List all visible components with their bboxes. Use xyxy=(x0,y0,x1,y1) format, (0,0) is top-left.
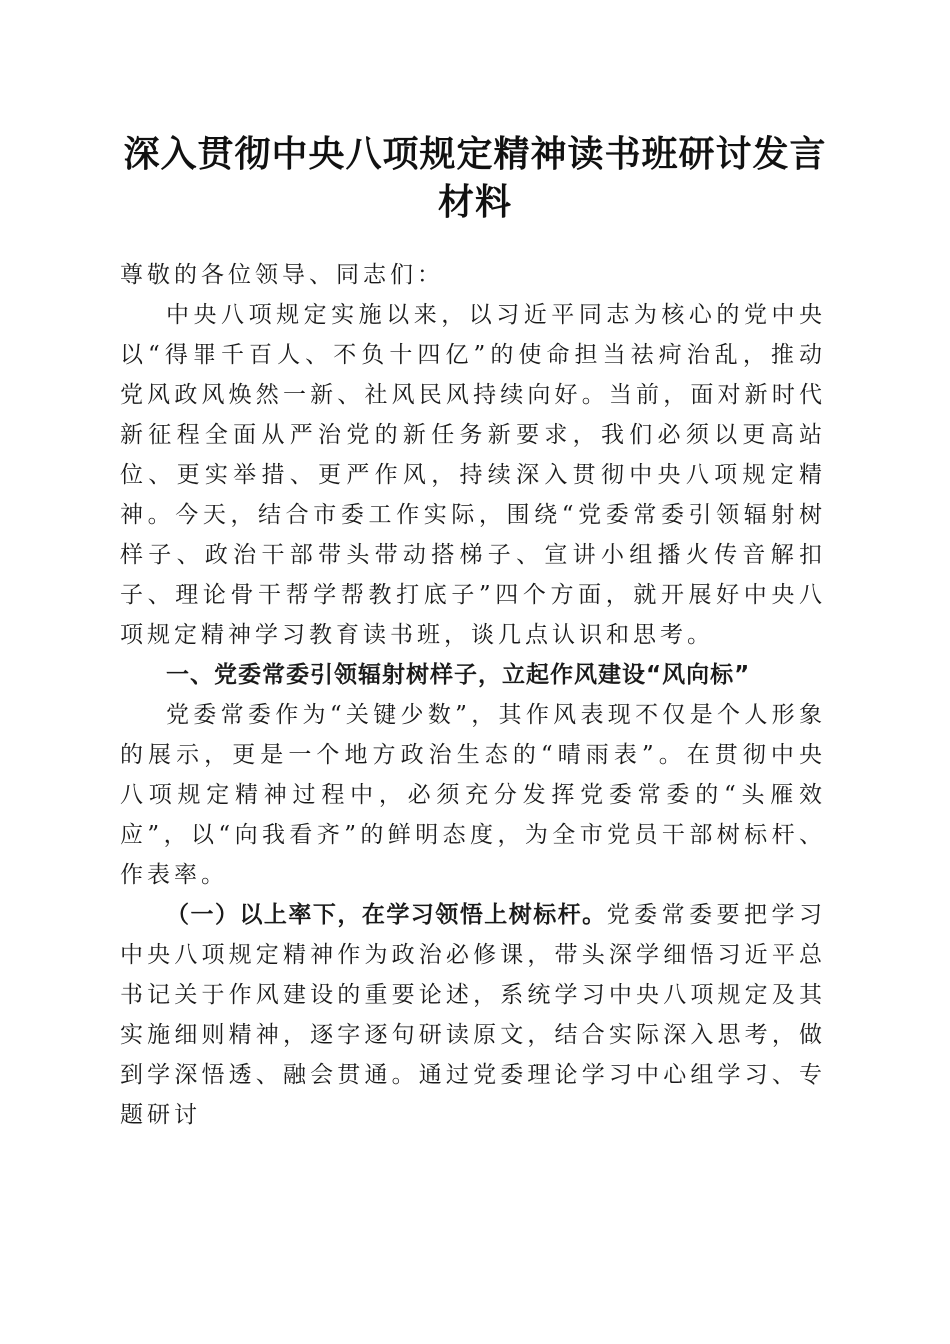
document-title: 深入贯彻中央八项规定精神读书班研讨发言材料 xyxy=(123,133,827,223)
section-1-heading: 一、党委常委引领辐射树样子，立起作风建设“风向标” xyxy=(166,662,751,688)
document-body xyxy=(120,255,826,1135)
subsection-1-heading: （一）以上率下，在学习领悟上树标杆。 xyxy=(166,902,607,928)
intro-paragraph: 中央八项规定实施以来，以习近平同志为核心的党中央以“得罪千百人、不负十四亿”的使命担当祛疴治乱，推动党风政风焕然一新、社风民风持续向好。当前，面对新时代新征程全面从严治党的新任务新要求，我们必须以更高站位、更实举措、更严作风，持续深入贯彻中央八项规定精神。今天，结合市委工作实际，围绕“党委常委引领辐射树样子、政治干部带头带动搭梯子、宣讲小组播火传音解扣子、理论骨干帮学帮教打底子”四个方面，就开展好中央八项规定精神学习教育读书班，谈几点认识和思考。 xyxy=(120,302,826,648)
subsection-1-text: 党委常委要把学习中央八项规定精神作为政治必修课，带头深学细悟习近平总书记关于作风建设的重要论述，系统学习中央八项规定及其实施细则精神，逐字逐句研读原文，结合实际深入思考，做到学深悟透、融会贯通。通过党委理论学习中心组学习、专题研讨 xyxy=(120,902,827,1128)
greeting: 尊敬的各位领导、同志们： xyxy=(120,262,444,288)
section-1-paragraph: 党委常委作为“关键少数”，其作风表现不仅是个人形象的展示，更是一个地方政治生态的“晴雨表”。在贯彻中央八项规定精神过程中，必须充分发挥党委常委的“头雁效应”，以“向我看齐”的鲜明态度，为全市党员干部树标杆、作表率。 xyxy=(120,702,826,888)
subsection-1-paragraph xyxy=(120,895,826,1135)
